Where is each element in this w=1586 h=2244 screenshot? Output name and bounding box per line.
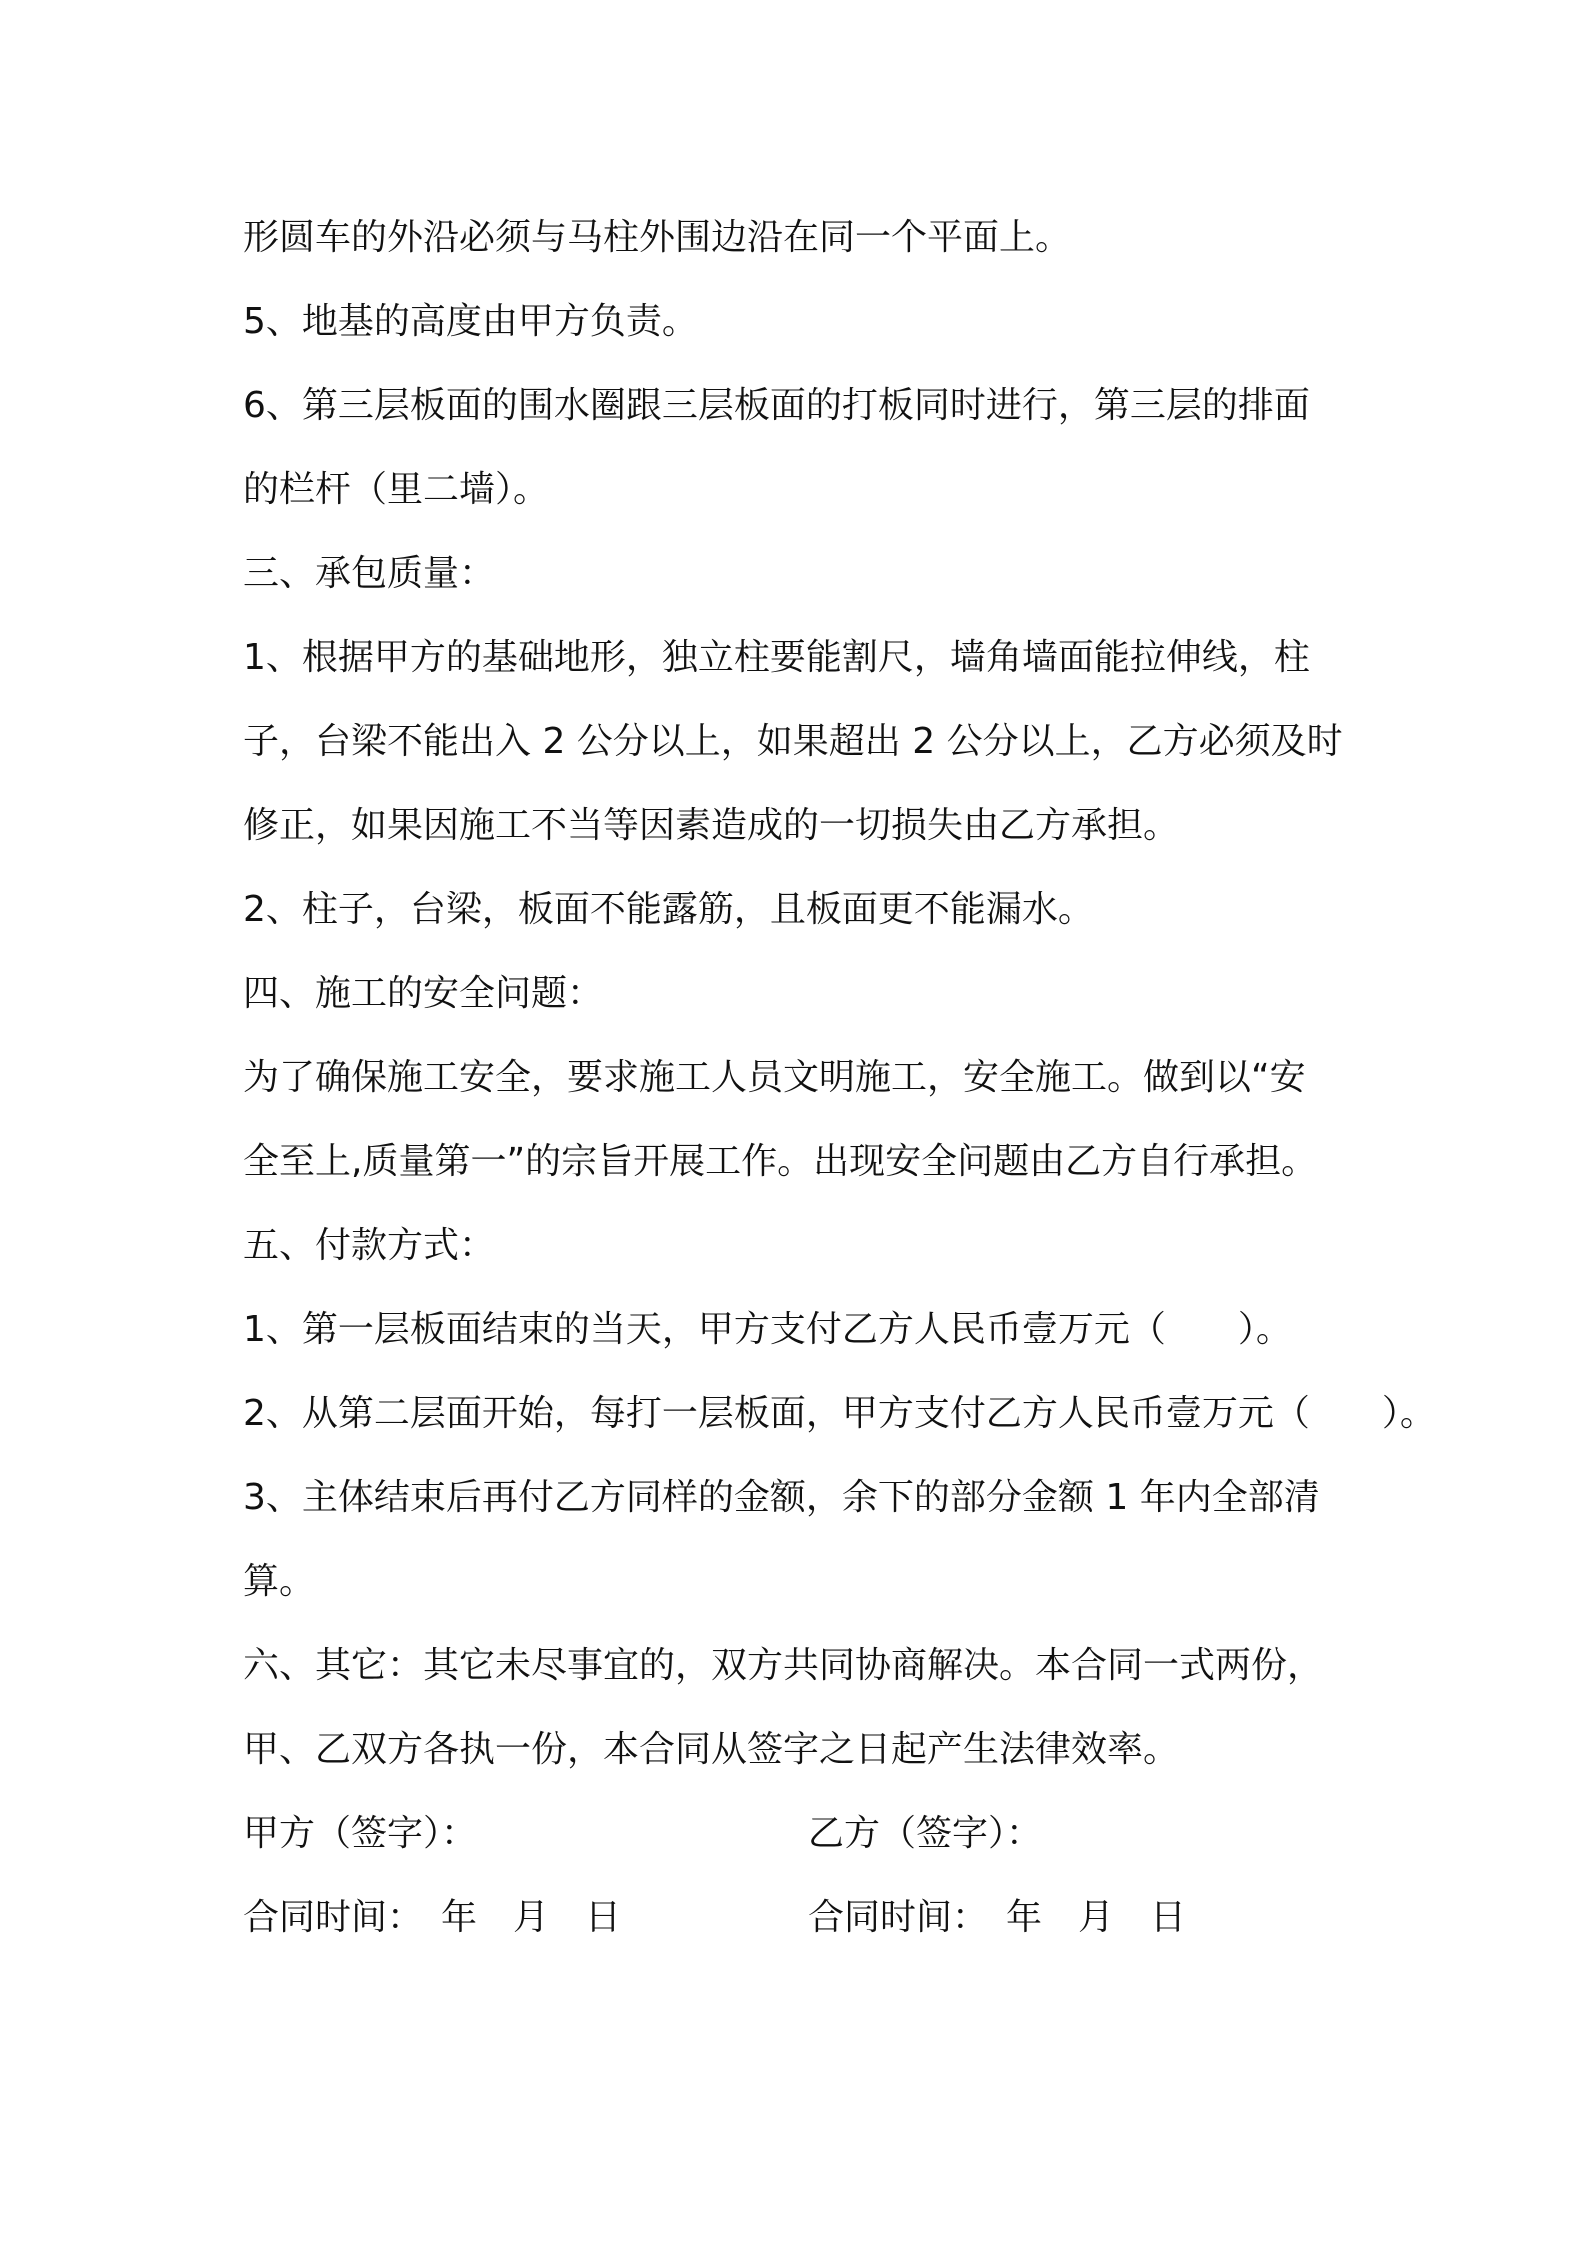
payment-clause-1: 1、第一层板面结束的当天，甲方支付乙方人民币壹万元（ ）。	[243, 1309, 1292, 1350]
signature-row	[243, 1792, 1373, 1876]
text-line: 全至上,质量第一”的宗旨开展工作。出现安全问题由乙方自行承担。	[243, 1141, 1318, 1182]
clause-6: 6、第三层板面的围水圈跟三层板面的打板同时进行，第三层的排面	[243, 385, 1310, 426]
quality-clause-1: 1、根据甲方的基础地形，独立柱要能割尺，墙角墙面能拉伸线，柱	[243, 637, 1310, 678]
section-heading-safety: 四、施工的安全问题：	[243, 973, 604, 1014]
safety-paragraph: 为了确保施工安全，要求施工人员文明施工，安全施工。做到以“安	[243, 1057, 1306, 1098]
contract-body	[243, 196, 1436, 1960]
text-line: 的栏杆（里二墙）。	[243, 469, 550, 510]
text-line: 甲、乙双方各执一份，本合同从签字之日起产生法律效率。	[243, 1729, 1180, 1770]
clause-5: 5、地基的高度由甲方负责。	[243, 301, 698, 342]
text-line: 算。	[243, 1561, 316, 1602]
payment-clause-2: 2、从第二层面开始，每打一层板面，甲方支付乙方人民币壹万元（ ）。	[243, 1393, 1436, 1434]
quality-clause-2: 2、柱子，台梁，板面不能露筋，且板面更不能漏水。	[243, 889, 1094, 930]
section-heading-payment: 五、付款方式：	[243, 1225, 496, 1266]
date-row	[243, 1876, 1373, 1960]
party-b-date-label: 合同时间： 年 月 日	[808, 1897, 1187, 1938]
text-line: 形圆车的外沿必须与马柱外围边沿在同一个平面上。	[243, 217, 1072, 258]
section-heading-other: 六、其它：其它未尽事宜的，双方共同协商解决。本合同一式两份，	[243, 1645, 1324, 1686]
party-a-date-label: 合同时间： 年 月 日	[243, 1897, 622, 1938]
party-a-signature-label: 甲方（签字）：	[243, 1813, 478, 1854]
section-heading-quality: 三、承包质量：	[243, 553, 496, 594]
text-line: 子，台梁不能出入 2 公分以上，如果超出 2 公分以上，乙方必须及时	[243, 721, 1343, 762]
party-b-signature-label: 乙方（签字）：	[808, 1813, 1043, 1854]
text-line: 修正，如果因施工不当等因素造成的一切损失由乙方承担。	[243, 805, 1180, 846]
payment-clause-3: 3、主体结束后再付乙方同样的金额，余下的部分金额 1 年内全部清	[243, 1477, 1320, 1518]
